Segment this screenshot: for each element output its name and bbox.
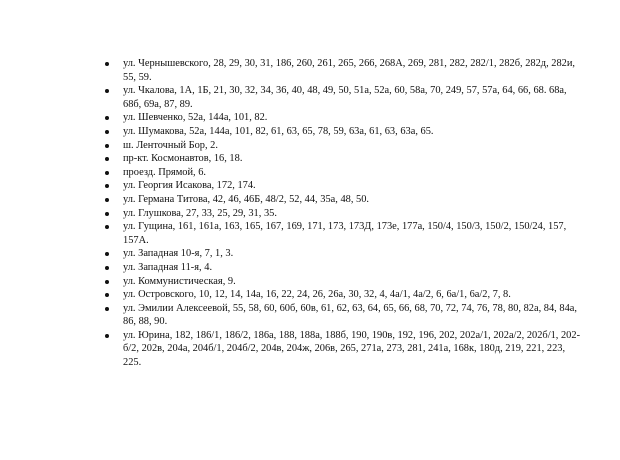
bullet-icon <box>105 293 109 297</box>
bullet-icon <box>105 225 109 229</box>
bullet-icon <box>105 212 109 216</box>
bullet-icon <box>105 89 109 93</box>
bullet-icon <box>105 334 109 338</box>
address-text: ул. Гущина, 161, 161а, 163, 165, 167, 169, 171, 173, 173Д, 173е, 177а, 150/4, 150/3, 150/2, 150/24, 157, 157А. <box>123 221 567 246</box>
list-item <box>104 247 584 261</box>
address-text: ул. Германа Титова, 42, 46, 46Б, 48/2, 52, 44, 35а, 48, 50. <box>123 193 370 205</box>
bullet-icon <box>105 157 109 161</box>
address-text: ул. Западная 11-я, 4. <box>123 261 213 273</box>
list-item <box>104 111 584 125</box>
list-item <box>104 179 584 193</box>
address-text: ш. Ленточный Бор, 2. <box>123 139 218 151</box>
bullet-icon <box>105 184 109 188</box>
bullet-icon <box>105 266 109 270</box>
bullet-icon <box>105 62 109 66</box>
list-item <box>104 275 584 289</box>
address-list <box>104 57 584 370</box>
list-item <box>104 288 584 302</box>
bullet-icon <box>105 307 109 311</box>
list-item <box>104 139 584 153</box>
bullet-icon <box>105 252 109 256</box>
bullet-icon <box>105 198 109 202</box>
list-item <box>104 193 584 207</box>
list-item <box>104 57 584 84</box>
bullet-icon <box>105 280 109 284</box>
list-item <box>104 152 584 166</box>
address-text: ул. Чкалова, 1А, 1Б, 21, 30, 32, 34, 36, 40, 48, 49, 50, 51а, 52а, 60, 58а, 70, 249, 57, 57а, 64, 66, 68. 68а, 68б, 69а, 87, 89. <box>123 85 567 110</box>
list-item <box>104 329 584 370</box>
address-text: ул. Западная 10-я, 7, 1, 3. <box>123 248 234 260</box>
address-text: ул. Георгия Исакова, 172, 174. <box>123 180 256 192</box>
list-item <box>104 220 584 247</box>
address-text: ул. Эмилии Алексеевой, 55, 58, 60, 60б, 60в, 61, 62, 63, 64, 65, 66, 68, 70, 72, 74, 76, 78, 80, 82а, 84, 84а, 86, 88, 90. <box>123 302 577 328</box>
address-text: ул. Чернышевского, 28, 29, 30, 31, 186, 260, 261, 265, 266, 268А, 269, 281, 282, 282/1, 282б, 282д, 282и, 55, 59. <box>123 58 576 83</box>
list-item <box>104 84 584 111</box>
address-text: проезд. Прямой, 6. <box>123 166 207 178</box>
bullet-icon <box>105 171 109 175</box>
list-item <box>104 125 584 139</box>
address-text: ул. Шумакова, 52а, 144а, 101, 82, 61, 63, 65, 78, 59, 63а, 61, 63, 63а, 65. <box>123 125 434 137</box>
list-item <box>104 166 584 180</box>
list-item <box>104 261 584 275</box>
bullet-icon <box>105 130 109 134</box>
address-text: ул. Шевченко, 52а, 144а, 101, 82. <box>123 112 268 124</box>
list-item <box>104 207 584 221</box>
list-item <box>104 302 584 329</box>
address-text: ул. Коммунистическая, 9. <box>123 275 236 287</box>
bullet-icon <box>105 144 109 148</box>
address-text: пр-кт. Космонавтов, 16, 18. <box>123 153 243 165</box>
address-text: ул. Глушкова, 27, 33, 25, 29, 31, 35. <box>123 207 277 219</box>
bullet-icon <box>105 116 109 120</box>
address-text: ул. Юрина, 182, 186/1, 186/2, 186а, 188, 188а, 188б, 190, 190в, 192, 196, 202, 202а/1, 202а/2, 202б/1, 202-б/2, 202в, 204а, 204б/1, 204б/2, 204в, 204ж, 206в, 265, 271а, 273, 281, 241а, 168к, 180д, 219, 221, 223, 225. <box>123 329 581 369</box>
address-text: ул. Островского, 10, 12, 14, 14а, 16, 22, 24, 26, 26а, 30, 32, 4, 4а/1, 4а/2, 6, 6а/1, 6а/2, 7, 8. <box>123 289 511 301</box>
